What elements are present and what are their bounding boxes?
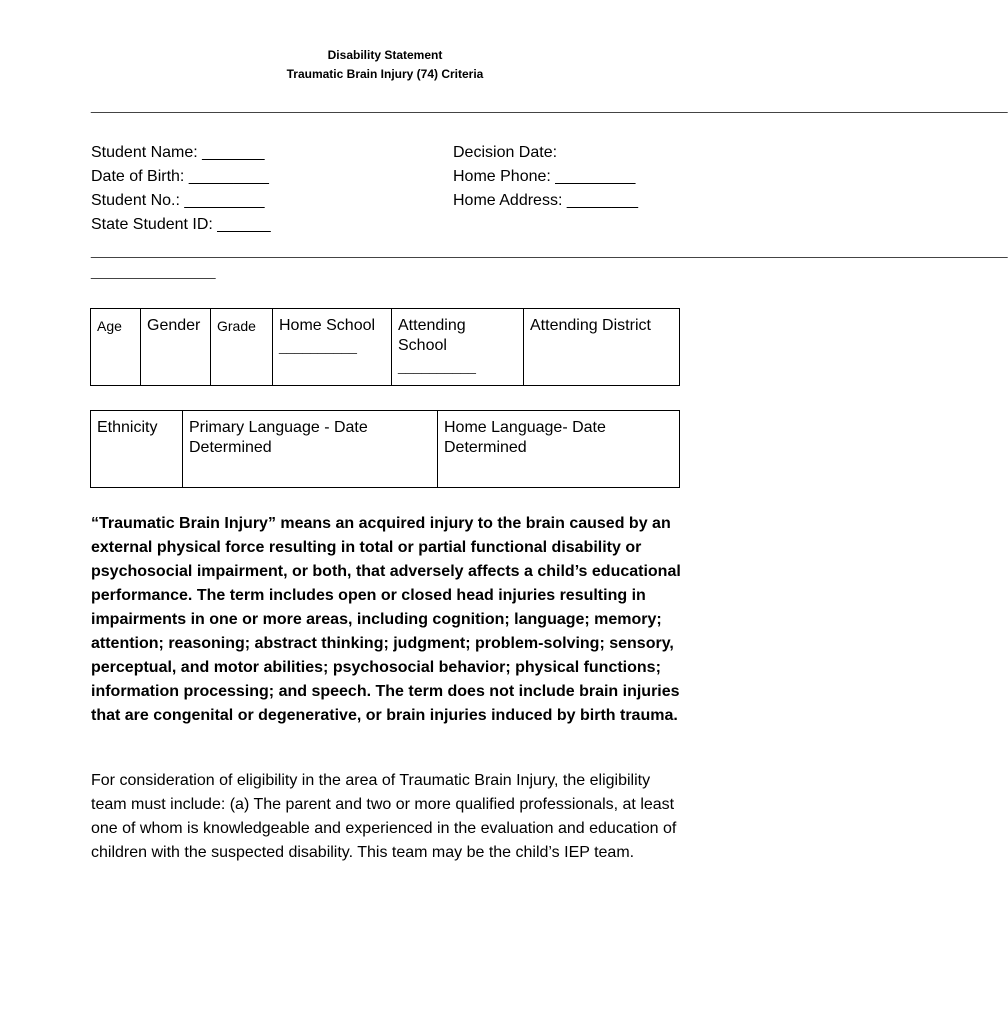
- language-table: [90, 410, 680, 488]
- attending-school-label: Attending School: [398, 317, 466, 354]
- student-name-field[interactable]: Student Name: _______: [91, 144, 265, 161]
- tbi-definition-paragraph: “Traumatic Brain Injury” means an acquired injury to the brain caused by an external physical force resulting in total or partial functional disability or psychosocial impairment, or both, that adversely affects a child’s educational performance. The term includes open or closed head injuries resulting in impairments in one or more areas, including cognition; language; memory; attention; reasoning; abstract thinking; judgment; problem-solving; sensory, perceptual, and motor abilities; psychosocial behavior; physical functions; information processing; and speech. The term does not include brain injuries that are congenital or degenerative, or brain injuries induced by birth trauma.: [91, 515, 681, 724]
- primary-language-cell[interactable]: Primary Language - Date Determined: [183, 411, 438, 488]
- home-phone-field[interactable]: Home Phone: _________: [453, 168, 636, 185]
- document-subtitle: Traumatic Brain Injury (74) Criteria: [286, 67, 484, 81]
- gender-cell[interactable]: Gender: [141, 309, 211, 386]
- divider-line-short: ______________: [91, 263, 216, 280]
- home-school-cell[interactable]: [273, 309, 392, 386]
- attending-district-cell[interactable]: Attending District: [524, 309, 680, 386]
- home-school-blank: __________: [279, 338, 357, 354]
- attending-school-cell[interactable]: [392, 309, 524, 386]
- student-info-right: [453, 141, 638, 213]
- ethnicity-cell[interactable]: Ethnicity: [91, 411, 183, 488]
- student-details-table: [90, 308, 680, 386]
- decision-date-field[interactable]: Decision Date:: [453, 144, 558, 161]
- state-student-id-field[interactable]: State Student ID: ______: [91, 216, 271, 233]
- grade-cell[interactable]: Grade: [211, 309, 273, 386]
- eligibility-paragraph: For consideration of eligibility in the area of Traumatic Brain Injury, the eligibility team must include: (a) The parent and two or more qualified professionals, at least one of whom is knowledgeable and experienced in the evaluation and education of children with the suspected disability. This team may be the child’s IEP team.: [91, 772, 677, 861]
- divider-line: _______________________________________________________________________________________________________: [91, 97, 1008, 114]
- date-of-birth-field[interactable]: Date of Birth: _________: [91, 168, 269, 185]
- attending-school-blank: __________: [398, 358, 476, 374]
- age-cell[interactable]: Age: [91, 309, 141, 386]
- student-number-field[interactable]: Student No.: _________: [91, 192, 265, 209]
- home-address-field[interactable]: Home Address: ________: [453, 192, 639, 209]
- student-info-left: [91, 141, 271, 237]
- home-school-label: Home School: [279, 317, 376, 334]
- divider-line: _______________________________________________________________________________________________________: [91, 242, 1008, 259]
- home-language-cell[interactable]: Home Language- Date Determined: [438, 411, 680, 488]
- document-title: Disability Statement: [327, 48, 443, 62]
